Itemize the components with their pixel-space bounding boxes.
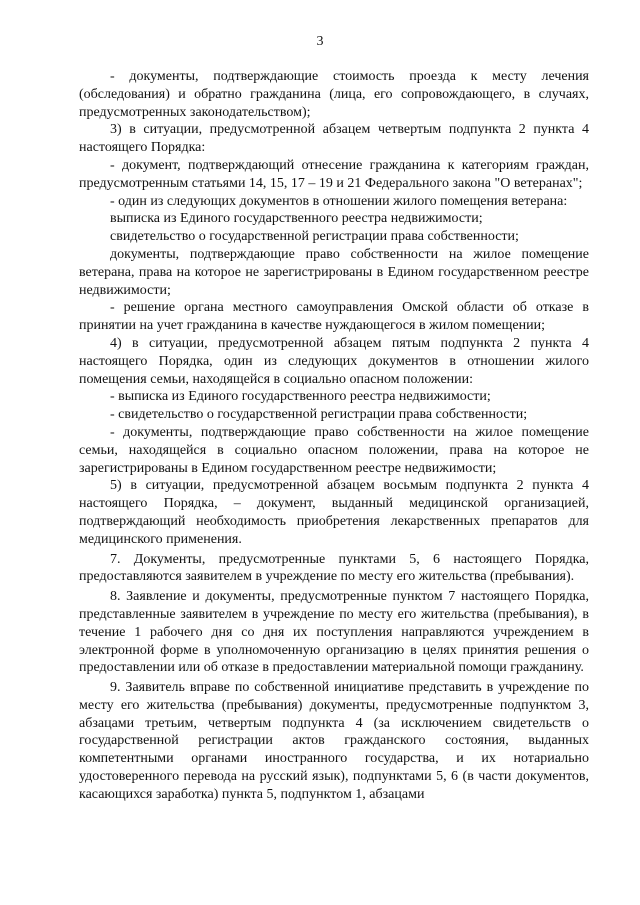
paragraph: 7. Документы, предусмотренные пунктами 5, 6 настоящего Порядка, предоставляются заявителем в учреждение по месту его жительства (пребывания). [79, 551, 589, 585]
paragraph: выписка из Единого государственного реестра недвижимости; [110, 211, 483, 227]
paragraph: 3) в ситуации, предусмотренной абзацем четвертым подпункта 2 пункта 4 настоящего Порядка: [79, 122, 589, 156]
paragraph: - документы, подтверждающие право собственности на жилое помещение семьи, находящейся в социально опасном положении, права на которое не зарегистрированы в Едином государственном реестре недвижимости; [79, 424, 589, 476]
document-body [79, 68, 589, 804]
paragraph: - документы, подтверждающие стоимость проезда к месту лечения (обследования) и обратно гражданина (лица, его сопровождающего, в случаях, предусмотренных законодательством); [79, 69, 589, 120]
paragraph: 8. Заявление и документы, предусмотренные пунктом 7 настоящего Порядка, представленные заявителем в учреждение по месту его жительства (пребывания), в течение 1 рабочего дня со дня их поступления направляются учреждением в электронной форме в уполномоченную организацию в целях принятия решения о предоставлении или об отказе в предоставлении материальной помощи гражданину. [79, 589, 589, 676]
page-number: 3 [316, 34, 324, 49]
paragraph: свидетельство о государственной регистрации права собственности; [110, 229, 519, 245]
paragraph: 5) в ситуации, предусмотренной абзацем восьмым подпункта 2 пункта 4 настоящего Порядка, – документ, выданный медицинской организацией, подтверждающий необходимость приобретения лекарственных препаратов для медицинского применения. [79, 478, 589, 547]
paragraph: - выписка из Единого государственного реестра недвижимости; [110, 389, 491, 405]
paragraph: - свидетельство о государственной регистрации права собственности; [110, 407, 528, 423]
paragraph: документы, подтверждающие право собственности на жилое помещение ветерана, права на которое не зарегистрированы в Едином государственном реестре недвижимости; [79, 246, 589, 298]
paragraph: 4) в ситуации, предусмотренной абзацем пятым подпункта 2 пункта 4 настоящего Порядка, один из следующих документов в отношении жилого помещения семьи, находящейся в социально опасном положении: [79, 335, 589, 387]
paragraph: - один из следующих документов в отношении жилого помещения ветерана: [110, 193, 568, 209]
paragraph: - решение органа местного самоуправления Омской области об отказе в принятии на учет гражданина в качестве нуждающегося в жилом помещении; [79, 300, 589, 334]
paragraph: 9. Заявитель вправе по собственной инициативе представить в учреждение по месту его жительства (пребывания) документы, предусмотренные подпунктом 3, абзацами третьим, четвертым подпункта 4 (за исключением свидетельств о государственной регистрации актов гражданского состояния, выданных компетентными органами иностранного государства, и их нотариально удостоверенного перевода на русский язык), подпунктами 5, 6 (в части документов, касающихся заработка) пункта 5, подпунктом 1, абзацами [79, 680, 589, 802]
paragraph: - документ, подтверждающий отнесение гражданина к категориям граждан, предусмотренным статьями 14, 15, 17 – 19 и 21 Федерального закона "О ветеранах"; [79, 157, 589, 191]
